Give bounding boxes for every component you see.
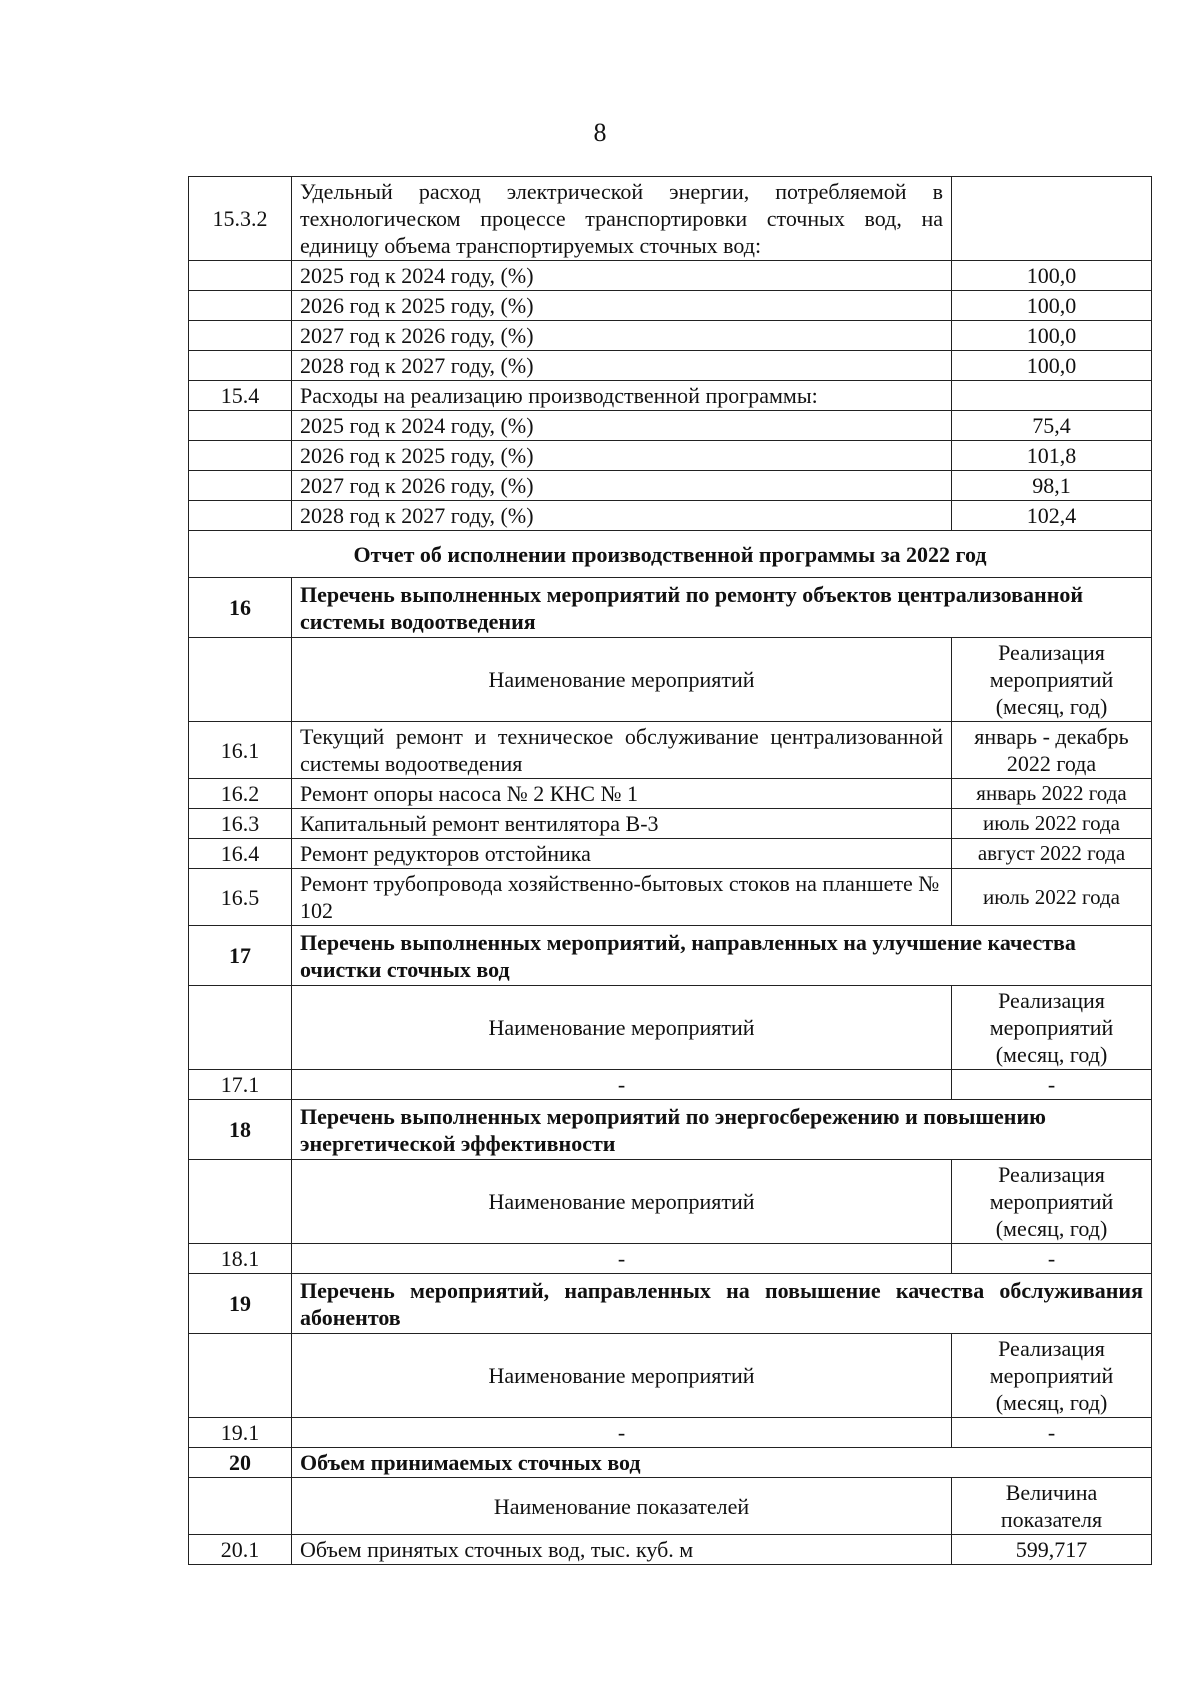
empty-cell [189, 441, 292, 471]
subrow-label: 2025 год к 2024 году, (%) [292, 261, 952, 291]
empty-cell [189, 471, 292, 501]
measure-number: 19.1 [189, 1418, 292, 1448]
report-title: Отчет об исполнении производственной программы за 2022 год [189, 531, 1152, 578]
indicator-row-15-4 [189, 381, 1152, 411]
subrow-label: 2027 год к 2026 году, (%) [292, 321, 952, 351]
measure-name: Текущий ремонт и техническое обслуживание централизованной системы водоотведения [292, 722, 952, 779]
indicator-name-header: Наименование показателей [292, 1478, 952, 1535]
measure-date: июль 2022 года [952, 869, 1152, 926]
subrow-value: 100,0 [952, 321, 1152, 351]
measure-date: январь - декабрь 2022 года [952, 722, 1152, 779]
indicator-subrow [189, 471, 1152, 501]
measure-name: - [292, 1070, 952, 1100]
section-number: 18 [189, 1100, 292, 1160]
measure-number: 16.2 [189, 779, 292, 809]
measure-name-header: Наименование мероприятий [292, 1334, 952, 1418]
indicator-subrow [189, 501, 1152, 531]
measure-date: - [952, 1070, 1152, 1100]
column-header-row [189, 1478, 1152, 1535]
measure-number: 16.3 [189, 809, 292, 839]
measure-row [189, 1535, 1152, 1565]
subrow-value: 100,0 [952, 261, 1152, 291]
measure-name-header: Наименование мероприятий [292, 986, 952, 1070]
empty-cell [189, 291, 292, 321]
subrow-label: 2026 год к 2025 году, (%) [292, 441, 952, 471]
section-number: 17 [189, 926, 292, 986]
empty-cell [189, 321, 292, 351]
report-title-row [189, 531, 1152, 578]
measure-row [189, 1244, 1152, 1274]
empty-cell [189, 501, 292, 531]
indicator-value: 599,717 [952, 1535, 1152, 1565]
measure-name: - [292, 1244, 952, 1274]
indicator-number: 15.3.2 [189, 177, 292, 261]
measure-number: 16.1 [189, 722, 292, 779]
indicator-row-15-3-2 [189, 177, 1152, 261]
indicator-subrow [189, 321, 1152, 351]
measure-date: - [952, 1418, 1152, 1448]
indicator-subrow [189, 441, 1152, 471]
program-table [188, 176, 1152, 1565]
subrow-label: 2028 год к 2027 году, (%) [292, 501, 952, 531]
measure-date: - [952, 1244, 1152, 1274]
subrow-value: 102,4 [952, 501, 1152, 531]
section-number: 20 [189, 1448, 292, 1478]
section-number: 19 [189, 1274, 292, 1334]
subrow-value: 100,0 [952, 291, 1152, 321]
empty-cell [189, 638, 292, 722]
subrow-label: 2028 год к 2027 году, (%) [292, 351, 952, 381]
section-row-20 [189, 1448, 1152, 1478]
indicator-value-header: Величина показателя [952, 1478, 1152, 1535]
section-number: 16 [189, 578, 292, 638]
section-title: Перечень выполненных мероприятий по энергосбережению и повышению энергетической эффективности [292, 1100, 1152, 1160]
measure-number: 16.4 [189, 839, 292, 869]
section-title: Перечень выполненных мероприятий, направленных на улучшение качества очистки сточных вод [292, 926, 1152, 986]
empty-cell [189, 986, 292, 1070]
section-row-17 [189, 926, 1152, 986]
measure-number: 18.1 [189, 1244, 292, 1274]
measure-name: - [292, 1418, 952, 1448]
empty-cell [189, 411, 292, 441]
column-header-row [189, 638, 1152, 722]
measure-date: июль 2022 года [952, 809, 1152, 839]
measure-row [189, 809, 1152, 839]
measure-name: Ремонт трубопровода хозяйственно-бытовых стоков на планшете № 102 [292, 869, 952, 926]
indicator-subrow [189, 291, 1152, 321]
indicator-title: Удельный расход электрической энергии, потребляемой в технологическом процессе транспортировки сточных вод, на единицу объема транспортируемых сточных вод: [292, 177, 952, 261]
empty-cell [952, 381, 1152, 411]
empty-cell [189, 1160, 292, 1244]
measure-number: 20.1 [189, 1535, 292, 1565]
indicator-subrow [189, 261, 1152, 291]
empty-cell [952, 177, 1152, 261]
subrow-value: 101,8 [952, 441, 1152, 471]
measure-name: Ремонт опоры насоса № 2 КНС № 1 [292, 779, 952, 809]
section-title: Объем принимаемых сточных вод [292, 1448, 1152, 1478]
implementation-header: Реализация мероприятий (месяц, год) [952, 1160, 1152, 1244]
measure-name-header: Наименование мероприятий [292, 638, 952, 722]
empty-cell [189, 1478, 292, 1535]
section-row-16 [189, 578, 1152, 638]
column-header-row [189, 986, 1152, 1070]
indicator-number: 15.4 [189, 381, 292, 411]
empty-cell [189, 351, 292, 381]
measure-row [189, 869, 1152, 926]
subrow-value: 100,0 [952, 351, 1152, 381]
column-header-row [189, 1160, 1152, 1244]
measure-name: Капитальный ремонт вентилятора В-3 [292, 809, 952, 839]
implementation-header: Реализация мероприятий (месяц, год) [952, 986, 1152, 1070]
measure-row [189, 722, 1152, 779]
measure-name: Ремонт редукторов отстойника [292, 839, 952, 869]
section-title: Перечень выполненных мероприятий по ремонту объектов централизованной системы водоотведения [292, 578, 1152, 638]
implementation-header: Реализация мероприятий (месяц, год) [952, 638, 1152, 722]
page-number: 8 [593, 118, 607, 147]
subrow-label: 2026 год к 2025 году, (%) [292, 291, 952, 321]
measure-number: 17.1 [189, 1070, 292, 1100]
measure-name-header: Наименование мероприятий [292, 1160, 952, 1244]
measure-row [189, 1418, 1152, 1448]
empty-cell [189, 1334, 292, 1418]
empty-cell [189, 261, 292, 291]
section-row-19 [189, 1274, 1152, 1334]
measure-number: 16.5 [189, 869, 292, 926]
subrow-value: 75,4 [952, 411, 1152, 441]
measure-name: Объем принятых сточных вод, тыс. куб. м [292, 1535, 952, 1565]
subrow-label: 2027 год к 2026 году, (%) [292, 471, 952, 501]
measure-row [189, 779, 1152, 809]
measure-date: январь 2022 года [952, 779, 1152, 809]
measure-row [189, 1070, 1152, 1100]
measure-row [189, 839, 1152, 869]
section-title: Перечень мероприятий, направленных на повышение качества обслуживания абонентов [292, 1274, 1152, 1334]
implementation-header: Реализация мероприятий (месяц, год) [952, 1334, 1152, 1418]
indicator-subrow [189, 351, 1152, 381]
section-row-18 [189, 1100, 1152, 1160]
subrow-label: 2025 год к 2024 году, (%) [292, 411, 952, 441]
measure-date: август 2022 года [952, 839, 1152, 869]
indicator-title: Расходы на реализацию производственной программы: [292, 381, 952, 411]
subrow-value: 98,1 [952, 471, 1152, 501]
column-header-row [189, 1334, 1152, 1418]
indicator-subrow [189, 411, 1152, 441]
